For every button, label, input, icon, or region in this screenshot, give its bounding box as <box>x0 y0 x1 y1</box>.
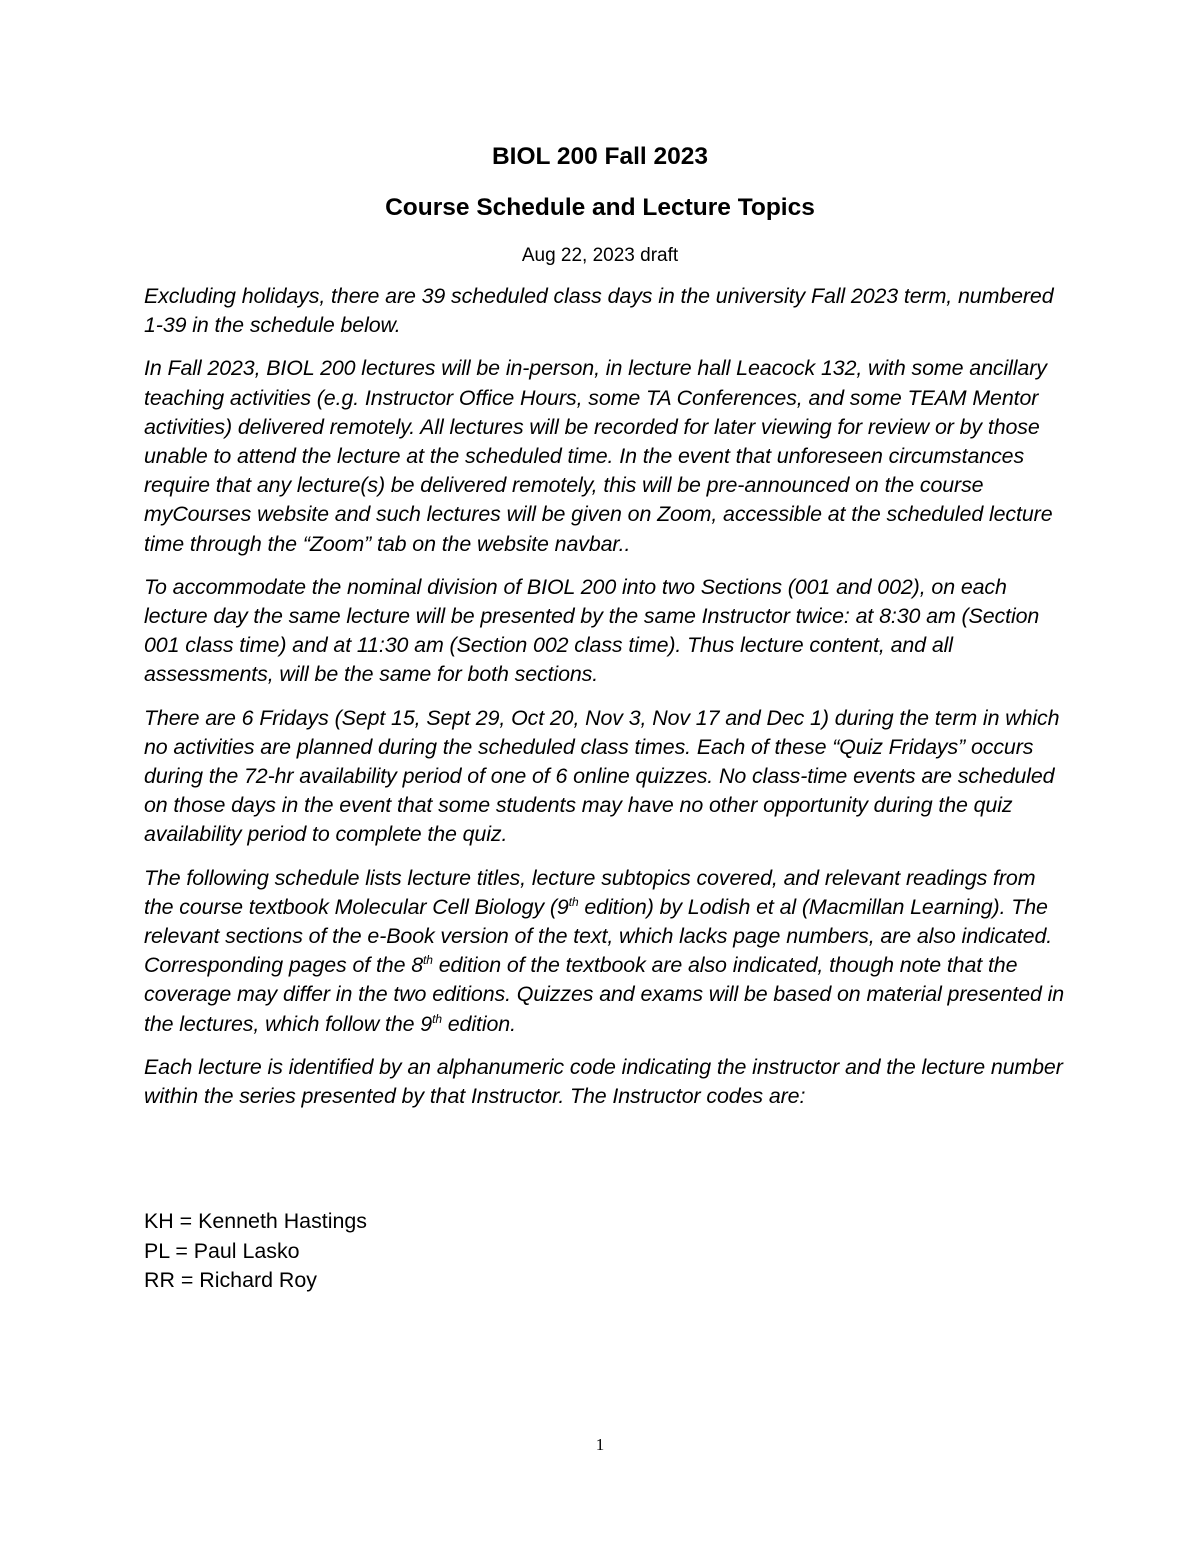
paragraph-lecture-delivery: In Fall 2023, BIOL 200 lectures will be in-person, in lecture hall Leacock 132, with some ancillary teaching activities (e.g. Instructor Office Hours, some TA Conferences, and some TEAM Mentor activities) delivered remotely. All lectures will be recorded for later viewing for review or by those unable to attend the lecture at the scheduled time. In the event that unforeseen circumstances require that any lecture(s) be delivered remotely, this will be pre-announced on the course myCourses website and such lectures will be given on Zoom, accessible at the scheduled lecture time through the “Zoom” tab on the website navbar.. <box>144 356 1053 556</box>
superscript-th-2: th <box>423 953 433 968</box>
draft-date: Aug 22, 2023 draft <box>521 245 679 266</box>
paragraph-class-days: Excluding holidays, there are 39 scheduled class days in the university Fall 2023 term, numbered 1-39 in the schedule below. <box>144 284 1054 338</box>
document-subtitle: Course Schedule and Lecture Topics <box>385 194 815 221</box>
paragraph-readings <box>144 864 1069 1039</box>
document-title: BIOL 200 Fall 2023 <box>491 143 709 170</box>
document-body <box>144 282 1069 1125</box>
instructor-code-item: KH = Kenneth Hastings <box>144 1209 367 1233</box>
page-number: 1 <box>595 1435 605 1454</box>
paragraph-sections: To accommodate the nominal division of BIOL 200 into two Sections (001 and 002), on each lecture day the same lecture will be presented by the same Instructor twice: at 8:30 am (Section 001 class time) and at 11:30 am (Section 002 class time). Thus lecture content, and all assessments, will be the same for both sections. <box>144 574 1040 687</box>
instructor-code-list <box>144 1207 367 1296</box>
readings-text-part-1: The following schedule lists lecture titles, lecture subtopics covered, and relevant readings from the course textbook Molecular Cell Biology (9 <box>144 865 1036 919</box>
readings-text-part-3: edition of the textbook are also indicated, though note that the coverage may differ in the two editions. Quizzes and exams will be based on material presented in the lectures, which follow the 9 <box>144 953 1065 1036</box>
paragraph-lecture-codes: Each lecture is identified by an alphanumeric code indicating the instructor and the lecture number within the series presented by that Instructor. The Instructor codes are: <box>144 1054 1063 1109</box>
instructor-code-item: RR = Richard Roy <box>144 1268 317 1292</box>
superscript-th-1: th <box>568 894 579 909</box>
instructor-code-item: PL = Paul Lasko <box>144 1238 300 1263</box>
paragraph-quiz-fridays: There are 6 Fridays (Sept 15, Sept 29, Oct 20, Nov 3, Nov 17 and Dec 1) during the term in which no activities are planned during the scheduled class times. Each of these “Quiz Fridays” occurs during the 72-hr availability period of one of 6 online quizzes. No class-time events are scheduled on those days in the event that some students may have no other opportunity during the quiz availability period to complete the quiz. <box>144 705 1060 847</box>
readings-text-part-2: edition) by Lodish et al (Macmillan Learning). The relevant sections of the e-Book version of the text, which lacks page numbers, are also indicated. Corresponding pages of the 8 <box>144 894 1053 978</box>
superscript-th-3: th <box>432 1011 442 1026</box>
readings-text-part-4: edition. <box>441 1011 516 1036</box>
